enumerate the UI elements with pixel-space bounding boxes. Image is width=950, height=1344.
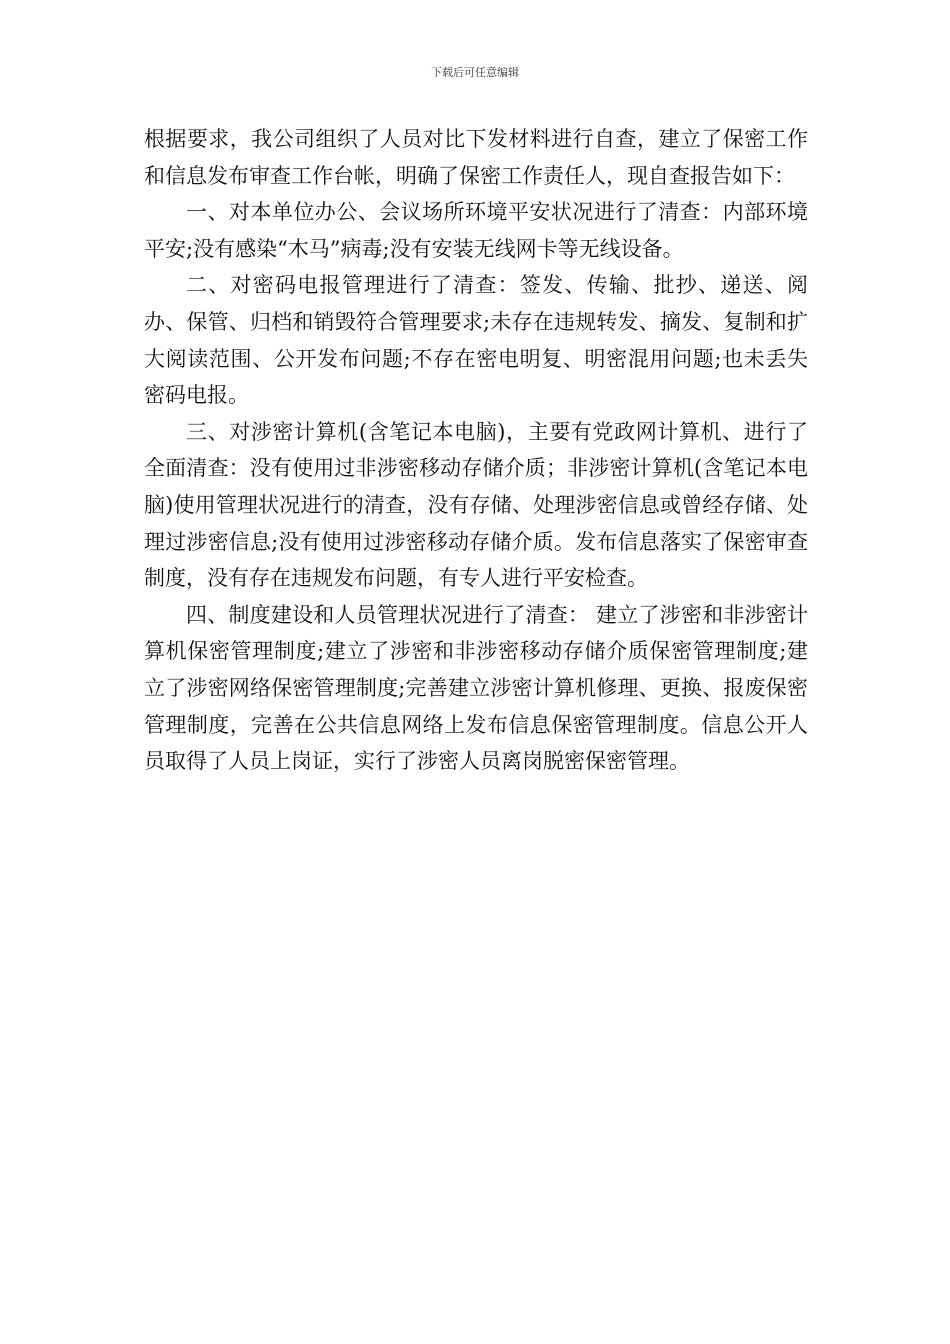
document-body xyxy=(144,121,808,780)
section-4-paragraph: 四、制度建设和人员管理状况进行了清查： 建立了涉密和非涉密计算机保密管理制度;建立了涉密和非涉密移动存储介质保密管理制度;建立了涉密网络保密管理制度;完善建立涉密计算机修理、更换、报废保密管理制度，完善在公共信息网络上发布信息保密管理制度。信息公开人员取得了人员上岗证，实行了涉密人员离岗脱密保密管理。 xyxy=(144,602,808,774)
section-3-paragraph: 三、对涉密计算机(含笔记本电脑)，主要有党政网计算机、进行了全面清查：没有使用过非涉密移动存储介质；非涉密计算机(含笔记本电脑)使用管理状况进行的清查，没有存储、处理涉密信息或曾经存储、处理过涉密信息;没有使用过涉密移动存储介质。发布信息落实了保密审查制度，没有存在违规发布问题，有专人进行平安检查。 xyxy=(144,419,808,591)
intro-paragraph: 根据要求，我公司组织了人员对比下发材料进行自查，建立了保密工作和信息发布审查工作台帐，明确了保密工作责任人，现自查报告如下： xyxy=(144,127,808,188)
page-header: 下载后可任意编辑 xyxy=(431,66,519,79)
section-1-paragraph: 一、对本单位办公、会议场所环境平安状况进行了清查：内部环境平安;没有感染“木马”病毒;没有安装无线网卡等无线设备。 xyxy=(144,200,808,261)
section-2-paragraph: 二、对密码电报管理进行了清查：签发、传输、批抄、递送、阅办、保管、归档和销毁符合管理要求;未存在违规转发、摘发、复制和扩大阅读范围、公开发布问题;不存在密电明复、明密混用问题;也未丢失密码电报。 xyxy=(144,273,808,408)
